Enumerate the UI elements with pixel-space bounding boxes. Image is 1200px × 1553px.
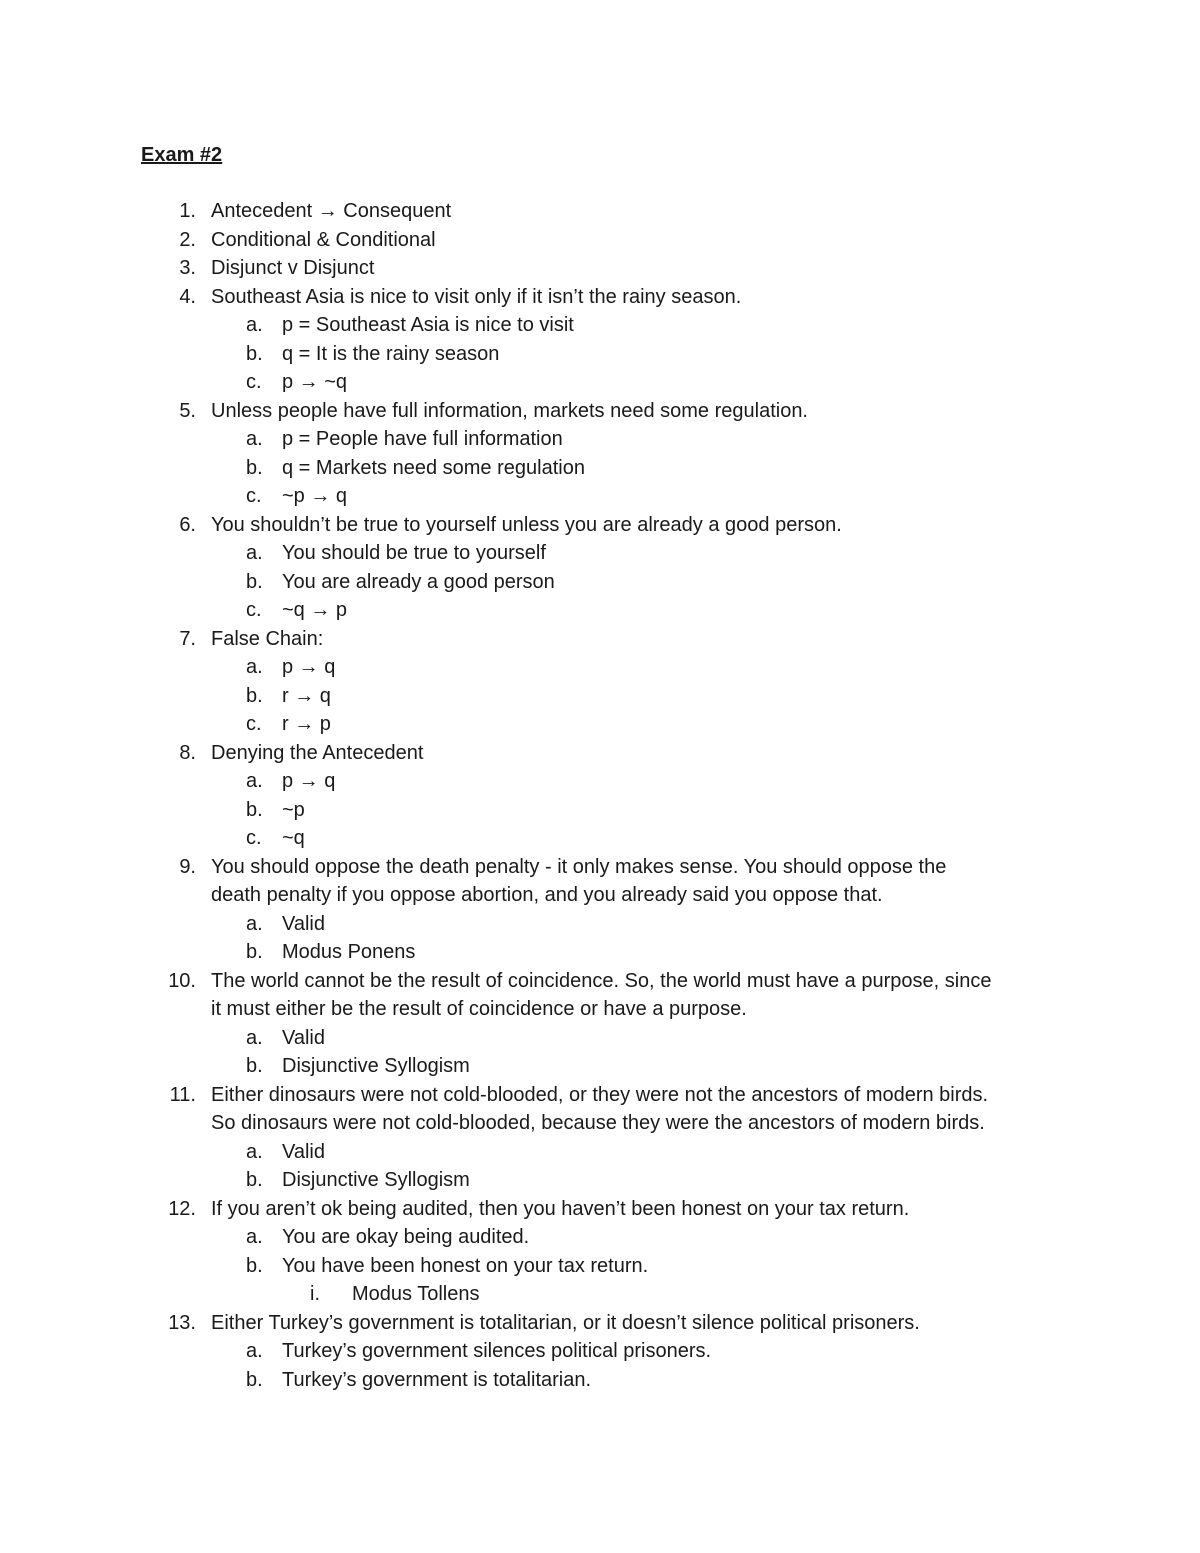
list-item-text: p = People have full information bbox=[282, 428, 563, 450]
list-item bbox=[0, 511, 1200, 540]
list-marker: b. bbox=[246, 1368, 263, 1391]
list-item-text: You should be true to yourself bbox=[282, 542, 546, 564]
list-item bbox=[0, 197, 1200, 226]
list-marker: b. bbox=[246, 1055, 263, 1077]
list-marker: 6. bbox=[179, 513, 196, 536]
list-marker: a. bbox=[246, 770, 263, 792]
list-marker: b. bbox=[246, 798, 263, 821]
list-item-text: Disjunctive Syllogism bbox=[282, 1169, 470, 1191]
list-item-text: death penalty if you oppose abortion, and you already said you oppose that. bbox=[211, 884, 883, 906]
list-item-text: Southeast Asia is nice to visit only if it isn’t the rainy season. bbox=[211, 285, 742, 308]
page-title: Exam #2 bbox=[141, 144, 223, 166]
sub-list-item bbox=[0, 653, 1200, 682]
sub-list-item bbox=[0, 1138, 1200, 1167]
list-item-text: You shouldn’t be true to yourself unless you are already a good person. bbox=[211, 513, 842, 536]
list-item bbox=[0, 967, 1200, 996]
list-item bbox=[0, 283, 1200, 312]
numbered-list bbox=[0, 197, 1200, 1394]
list-marker: 5. bbox=[179, 399, 196, 422]
sub-list-item bbox=[0, 824, 1200, 853]
sub-list-item bbox=[0, 1166, 1200, 1195]
sub-list-item bbox=[0, 767, 1200, 796]
list-marker: c. bbox=[246, 485, 262, 507]
list-item-text: r → q bbox=[282, 684, 331, 707]
sub-list-item bbox=[0, 1223, 1200, 1252]
list-item-continuation bbox=[0, 881, 1200, 910]
list-marker: a. bbox=[246, 1340, 263, 1362]
list-marker: 7. bbox=[179, 627, 196, 650]
list-marker: 11. bbox=[169, 1083, 196, 1106]
list-item-text: q = Markets need some regulation bbox=[282, 456, 585, 479]
list-item bbox=[0, 397, 1200, 426]
sub-list-item bbox=[0, 682, 1200, 711]
list-item-text: Antecedent → Consequent bbox=[211, 200, 452, 222]
list-marker: c. bbox=[246, 827, 262, 849]
list-marker: 10. bbox=[168, 969, 196, 992]
list-item-text: q = It is the rainy season bbox=[282, 342, 500, 365]
sub-list-item bbox=[0, 482, 1200, 511]
sub-list-item bbox=[0, 1024, 1200, 1053]
list-item bbox=[0, 1309, 1200, 1338]
list-marker: b. bbox=[246, 342, 263, 365]
list-item-text: You should oppose the death penalty - it only makes sense. You should oppose the bbox=[211, 855, 947, 878]
list-marker: c. bbox=[246, 371, 262, 393]
sub-sub-list-item bbox=[0, 1280, 1200, 1309]
list-item-text: You are okay being audited. bbox=[282, 1226, 530, 1248]
list-item-continuation bbox=[0, 995, 1200, 1024]
list-item-text: p → q bbox=[282, 770, 336, 792]
list-marker: a. bbox=[246, 912, 263, 935]
list-marker: 13. bbox=[168, 1311, 196, 1334]
list-item bbox=[0, 853, 1200, 882]
list-item-text: Valid bbox=[282, 912, 325, 935]
list-marker: a. bbox=[246, 542, 263, 564]
sub-list-item bbox=[0, 710, 1200, 739]
list-item-text: Either dinosaurs were not cold-blooded, or they were not the ancestors of modern birds. bbox=[211, 1083, 989, 1106]
list-marker: 4. bbox=[179, 285, 196, 308]
list-marker: c. bbox=[246, 713, 262, 735]
list-item-text: You are already a good person bbox=[282, 570, 555, 593]
list-item bbox=[0, 254, 1200, 283]
list-item-text: ~p → q bbox=[282, 485, 348, 507]
sub-list-item bbox=[0, 1366, 1200, 1395]
list-marker: 1. bbox=[179, 200, 196, 222]
sub-list-item bbox=[0, 340, 1200, 369]
list-marker: 9. bbox=[179, 855, 196, 878]
list-item-text: Modus Ponens bbox=[282, 941, 416, 963]
sub-list-item bbox=[0, 910, 1200, 939]
list-marker: i. bbox=[310, 1283, 320, 1305]
list-item-text: Unless people have full information, markets need some regulation. bbox=[211, 399, 808, 422]
list-item bbox=[0, 625, 1200, 654]
list-marker: 8. bbox=[179, 741, 196, 764]
list-item-text: p = Southeast Asia is nice to visit bbox=[282, 314, 574, 336]
sub-list-item bbox=[0, 568, 1200, 597]
list-marker: b. bbox=[246, 1169, 263, 1191]
list-item-text: Turkey’s government silences political prisoners. bbox=[282, 1340, 712, 1362]
list-item bbox=[0, 1081, 1200, 1110]
list-marker: a. bbox=[246, 314, 263, 336]
list-item-text: Disjunctive Syllogism bbox=[282, 1055, 470, 1077]
list-marker: 3. bbox=[179, 257, 196, 279]
sub-list-item bbox=[0, 1337, 1200, 1366]
list-item-text: ~q bbox=[282, 827, 305, 849]
list-item-text: it must either be the result of coincidence or have a purpose. bbox=[211, 998, 747, 1020]
list-marker: a. bbox=[246, 1026, 263, 1049]
list-marker: b. bbox=[246, 941, 263, 963]
list-item bbox=[0, 1195, 1200, 1224]
sub-list-item bbox=[0, 425, 1200, 454]
list-item-text: Valid bbox=[282, 1026, 325, 1049]
sub-list-item bbox=[0, 368, 1200, 397]
list-marker: a. bbox=[246, 428, 263, 450]
list-item-text: So dinosaurs were not cold-blooded, because they were the ancestors of modern birds. bbox=[211, 1112, 985, 1134]
sub-list-item bbox=[0, 539, 1200, 568]
list-item bbox=[0, 226, 1200, 255]
list-item-text: The world cannot be the result of coincidence. So, the world must have a purpose, since bbox=[211, 969, 992, 992]
list-item-text: You have been honest on your tax return. bbox=[282, 1254, 649, 1277]
list-item-text: Turkey’s government is totalitarian. bbox=[282, 1368, 592, 1391]
list-item bbox=[0, 739, 1200, 768]
list-marker: a. bbox=[246, 1140, 263, 1163]
list-item-text: p → ~q bbox=[282, 371, 348, 393]
list-item-text: If you aren’t ok being audited, then you haven’t been honest on your tax return. bbox=[211, 1197, 910, 1220]
list-item-text: r → p bbox=[282, 713, 331, 735]
sub-list-item bbox=[0, 796, 1200, 825]
list-marker: b. bbox=[246, 1254, 263, 1277]
sub-list-item bbox=[0, 454, 1200, 483]
list-marker: 2. bbox=[179, 228, 196, 251]
list-marker: b. bbox=[246, 684, 263, 707]
list-item-text: p → q bbox=[282, 656, 336, 678]
list-item-text: Valid bbox=[282, 1140, 325, 1163]
list-item-text: Either Turkey’s government is totalitarian, or it doesn’t silence political prisoners. bbox=[211, 1311, 920, 1334]
list-marker: 12. bbox=[168, 1197, 196, 1220]
list-item-text: Modus Tollens bbox=[352, 1283, 480, 1305]
list-item-text: ~p bbox=[282, 798, 305, 821]
list-item-text: Disjunct v Disjunct bbox=[211, 257, 375, 279]
list-marker: b. bbox=[246, 456, 263, 479]
sub-list-item bbox=[0, 1052, 1200, 1081]
sub-list-item bbox=[0, 938, 1200, 967]
list-marker: a. bbox=[246, 656, 263, 678]
list-item-continuation bbox=[0, 1109, 1200, 1138]
list-item-text: Conditional & Conditional bbox=[211, 228, 436, 251]
sub-list-item bbox=[0, 311, 1200, 340]
sub-list-item bbox=[0, 596, 1200, 625]
list-item-text: ~q → p bbox=[282, 599, 348, 621]
list-item-text: False Chain: bbox=[211, 627, 324, 650]
list-marker: c. bbox=[246, 599, 262, 621]
sub-list-item bbox=[0, 1252, 1200, 1281]
list-item-text: Denying the Antecedent bbox=[211, 741, 424, 764]
list-marker: b. bbox=[246, 570, 263, 593]
list-marker: a. bbox=[246, 1226, 263, 1248]
